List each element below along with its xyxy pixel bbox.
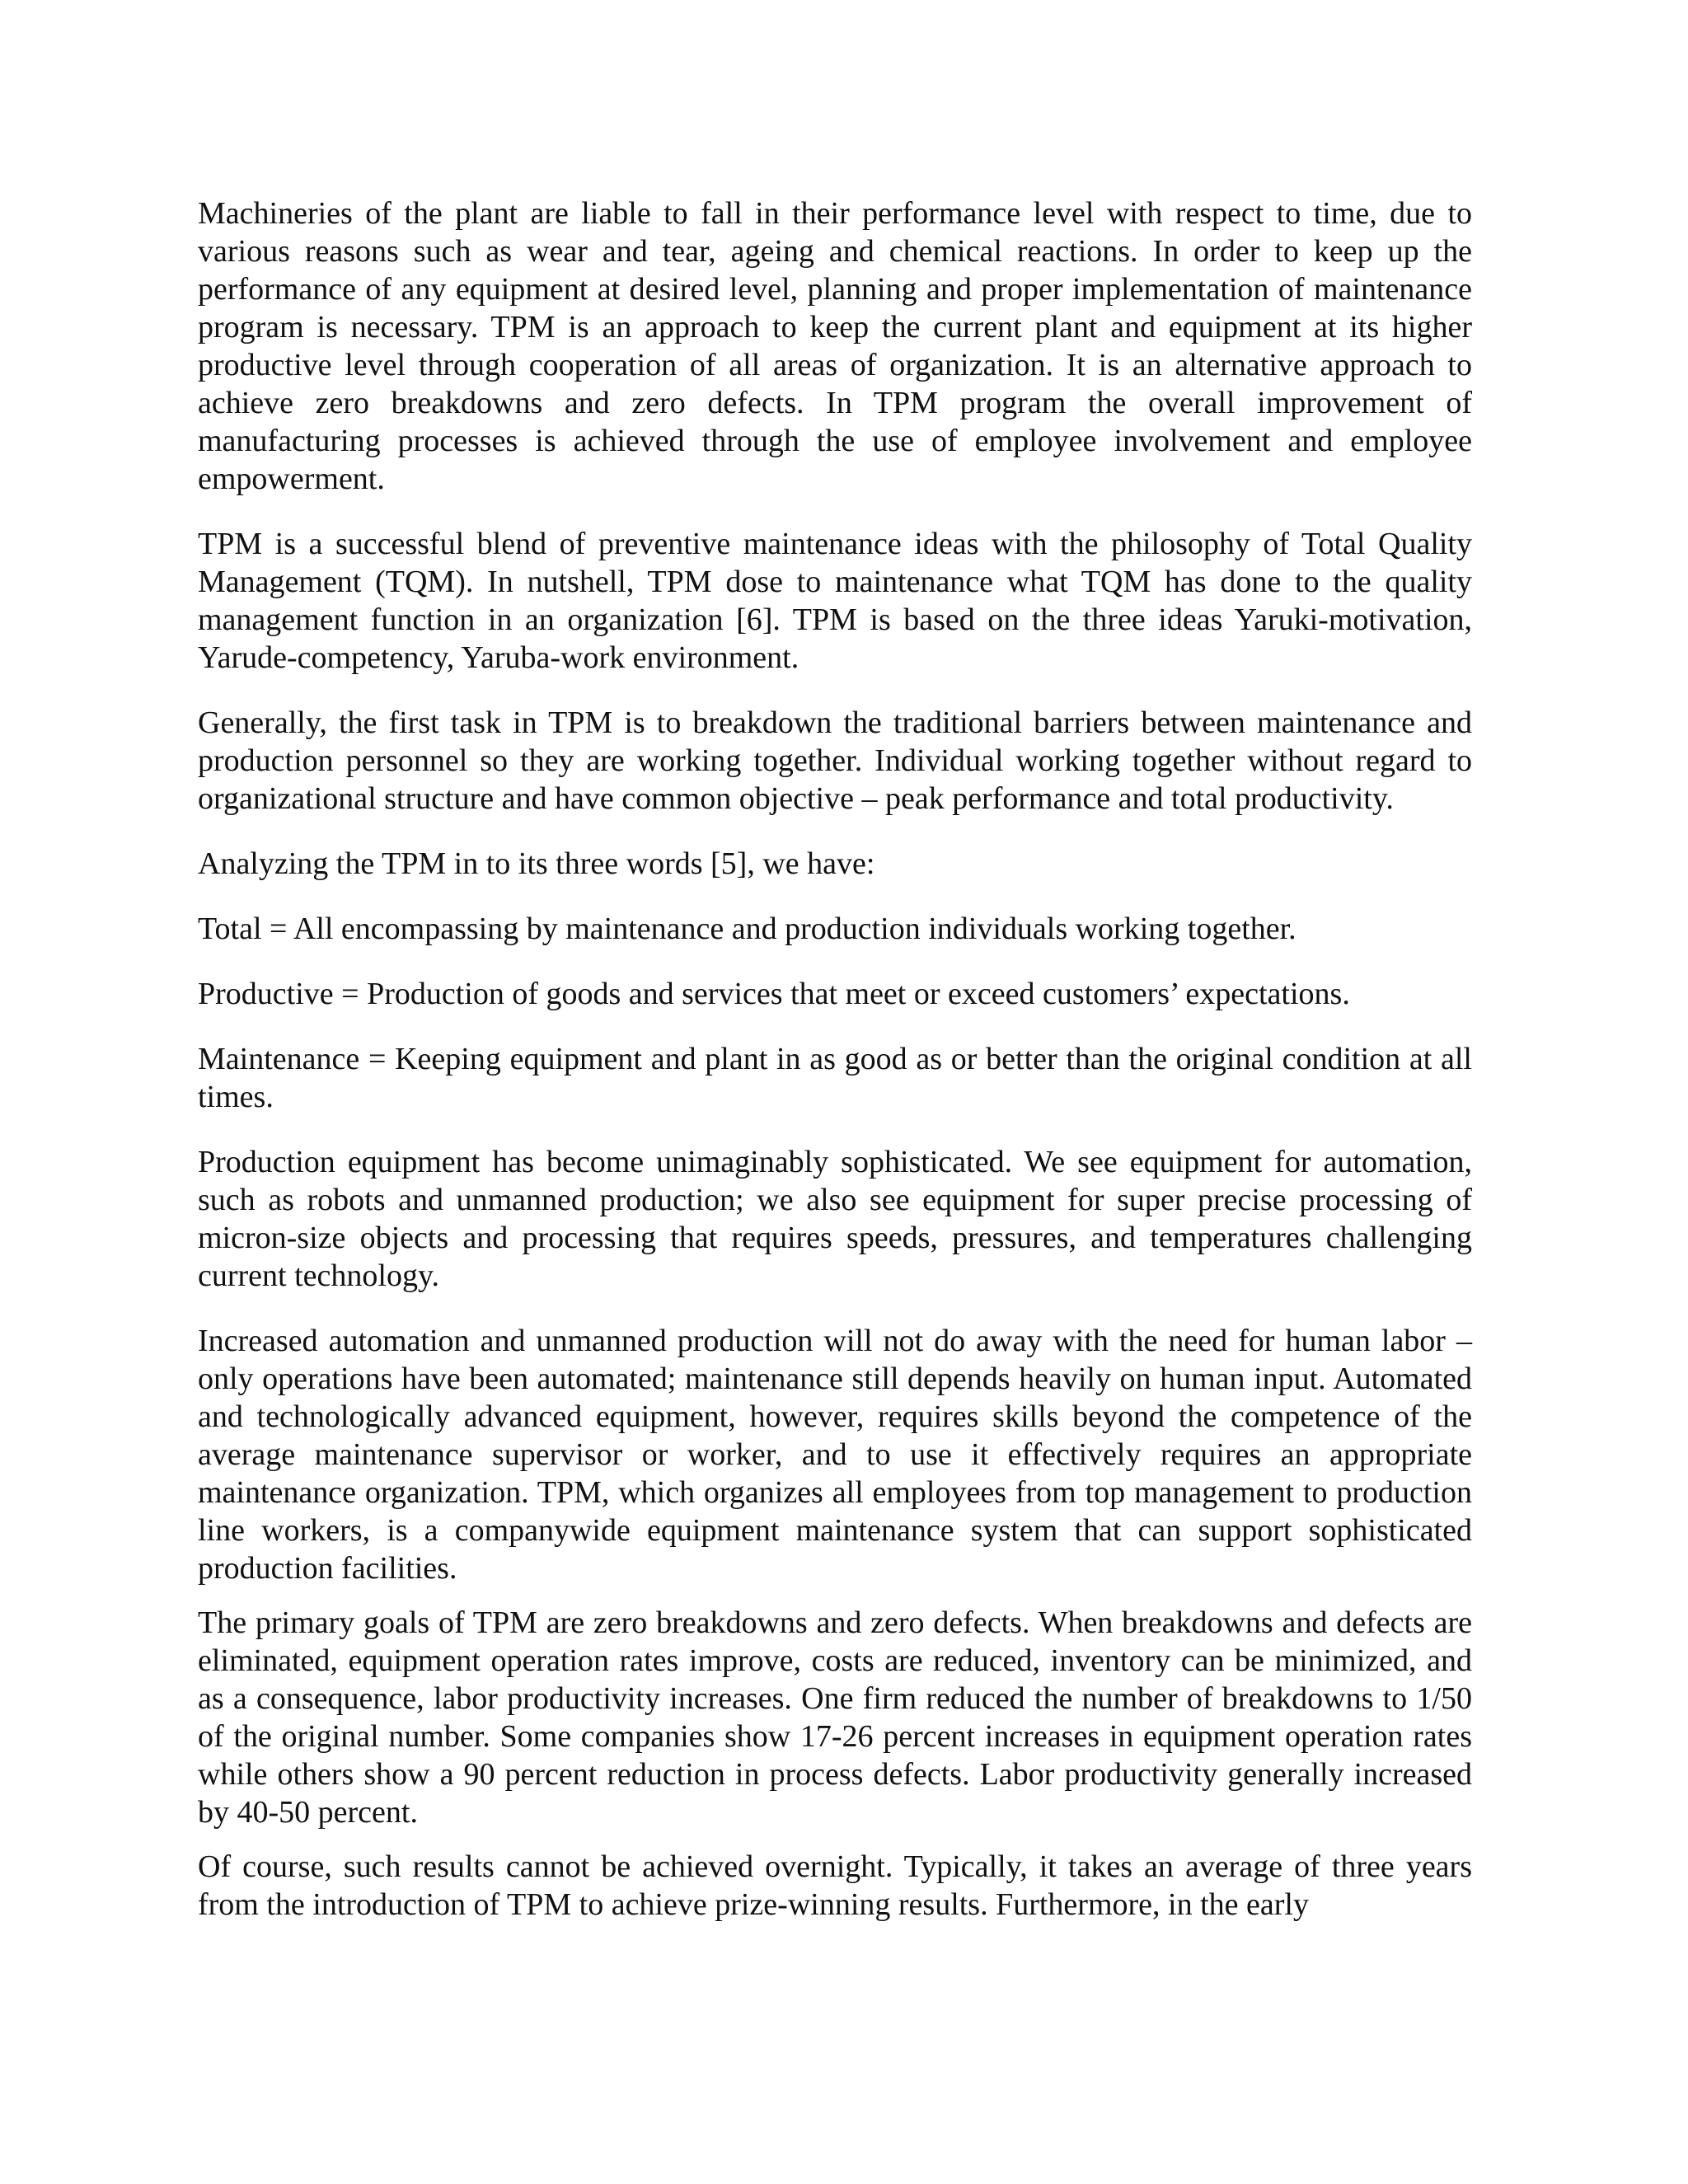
paragraph-machineries-intro: Machineries of the plant are liable to fall in their performance level with respect to time, due to various reasons such as wear and tear, ageing and chemical reactions. In order to keep up the performance of any equipment at desired level, planning and proper implementation of maintenance program is necessary. TPM is an approach to keep the current plant and equipment at its higher productive level through cooperation of all areas of organization. It is an alternative approach to achieve zero breakdowns and zero defects. In TPM program the overall improvement of manufacturing processes is achieved through the use of employee involvement and employee empowerment. bbox=[198, 196, 1472, 496]
paragraph-results-timeline: Of course, such results cannot be achieved overnight. Typically, it takes an average of three years from the introduction of TPM to achieve prize-winning results. Furthermore, in the early bbox=[198, 1849, 1472, 1922]
paragraph-first-task: Generally, the first task in TPM is to breakdown the traditional barriers between maintenance and production personnel so they are working together. Individual working together without regard to organizational structure and have common objective – peak performance and total productivity. bbox=[198, 705, 1472, 816]
paragraph-productive-definition: Productive = Production of goods and services that meet or exceed customers’ expectations. bbox=[198, 977, 1350, 1011]
body-text bbox=[198, 194, 1472, 1924]
paragraph-production-equipment: Production equipment has become unimaginably sophisticated. We see equipment for automation, such as robots and unmanned production; we also see equipment for super precise processing of micron-size objects and processing that requires speeds, pressures, and temperatures challenging current technology. bbox=[198, 1145, 1472, 1293]
paragraph-total-definition: Total = All encompassing by maintenance and production individuals working together. bbox=[198, 912, 1296, 946]
paragraph-maintenance-definition: Maintenance = Keeping equipment and plant in as good as or better than the original condition at all times. bbox=[198, 1042, 1472, 1114]
paragraph-tpm-blend: TPM is a successful blend of preventive maintenance ideas with the philosophy of Total Quality Management (TQM). In nutshell, TPM dose to maintenance what TQM has done to the quality management function in an organization [6]. TPM is based on the three ideas Yaruki-motivation, Yarude-competency, Yaruba-work environment. bbox=[198, 527, 1472, 675]
paragraph-increased-automation: Increased automation and unmanned production will not do away with the need for human labor – only operations have been automated; maintenance still depends heavily on human input. Automated and technologically advanced equipment, however, requires skills beyond the competence of the average maintenance supervisor or worker, and to use it effectively requires an appropriate maintenance organization. TPM, which organizes all employees from top management to production line workers, is a companywide equipment maintenance system that can support sophisticated production facilities. bbox=[198, 1324, 1472, 1586]
paragraph-analyzing-tpm: Analyzing the TPM in to its three words [5], we have: bbox=[198, 846, 875, 881]
paragraph-primary-goals: The primary goals of TPM are zero breakdowns and zero defects. When breakdowns and defects are eliminated, equipment operation rates improve, costs are reduced, inventory can be minimized, and as a consequence, labor productivity increases. One firm reduced the number of breakdowns to 1/50 of the original number. Some companies show 17-26 percent increases in equipment operation rates while others show a 90 percent reduction in process defects. Labor productivity generally increased by 40-50 percent. bbox=[198, 1605, 1472, 1830]
